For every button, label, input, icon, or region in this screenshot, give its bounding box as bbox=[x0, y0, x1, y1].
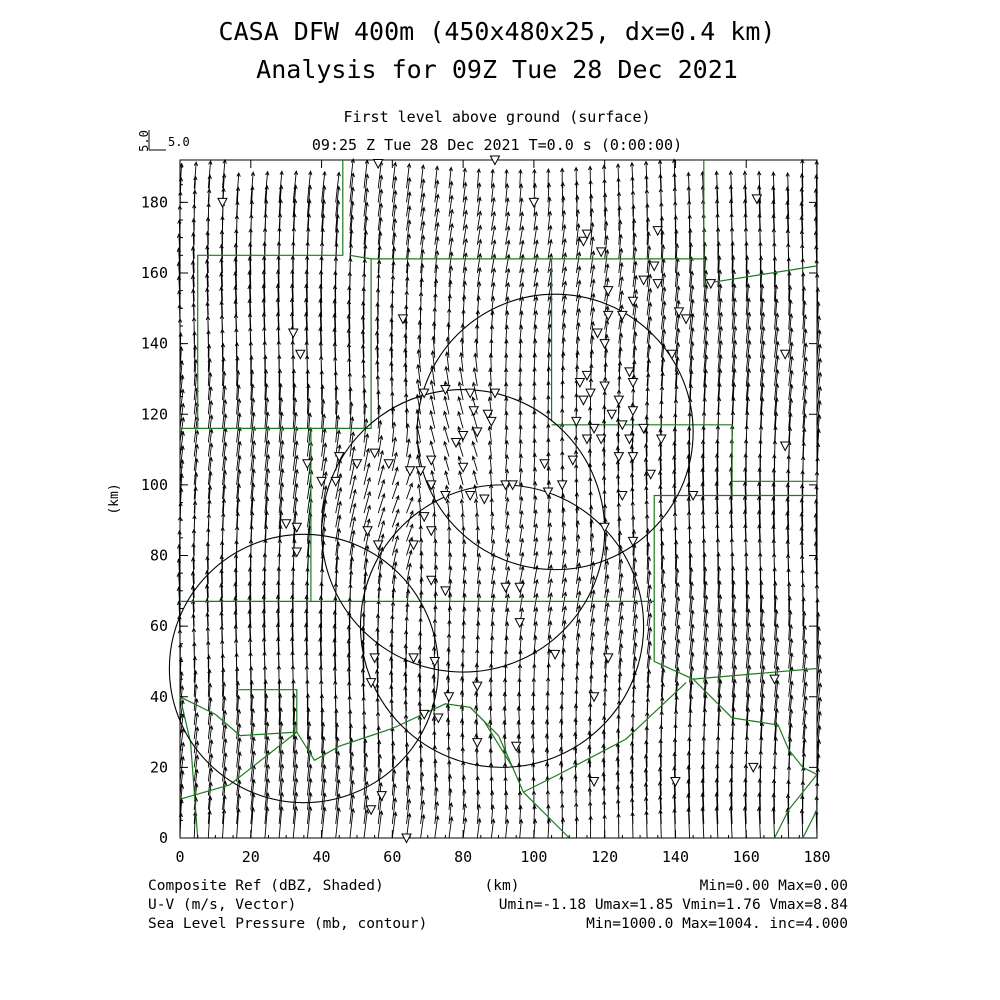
station-marker bbox=[600, 340, 609, 349]
x-tick-label: 160 bbox=[732, 848, 760, 866]
station-marker bbox=[480, 495, 489, 504]
station-marker bbox=[628, 378, 637, 387]
county-boundary bbox=[311, 259, 552, 429]
station-marker bbox=[628, 407, 637, 416]
y-tick-label: 80 bbox=[149, 546, 168, 565]
station-marker bbox=[614, 453, 623, 462]
x-tick-label: 60 bbox=[383, 848, 402, 866]
footer-field-reflectivity: Composite Ref (dBZ, Shaded) bbox=[148, 878, 384, 894]
level-label: First level above ground (surface) bbox=[343, 108, 651, 126]
station-marker bbox=[473, 682, 482, 691]
station-marker bbox=[473, 739, 482, 748]
y-axis-title: (km) bbox=[107, 483, 122, 515]
county-boundary bbox=[180, 683, 686, 793]
station-marker bbox=[409, 654, 418, 663]
y-tick-label: 180 bbox=[140, 193, 168, 212]
x-tick-label: 100 bbox=[520, 848, 548, 866]
footer-stats-reflectivity: Min=0.00 Max=0.00 bbox=[699, 878, 848, 894]
x-tick-label: 20 bbox=[241, 848, 260, 866]
footer-field-wind: U-V (m/s, Vector) bbox=[148, 897, 297, 913]
station-marker bbox=[441, 587, 450, 596]
station-marker bbox=[420, 513, 429, 522]
valid-time-label: 09:25 Z Tue 28 Dec 2021 T=0.0 s (0:00:00) bbox=[311, 136, 683, 154]
county-boundary bbox=[350, 255, 371, 259]
plot-area bbox=[141, 156, 831, 866]
station-marker bbox=[434, 714, 443, 723]
radar-range-ring bbox=[169, 534, 438, 802]
radar-range-ring bbox=[360, 485, 643, 768]
station-marker bbox=[501, 583, 510, 592]
station-marker bbox=[409, 541, 418, 550]
station-marker bbox=[682, 315, 691, 324]
reference-vector-label: 5.0 bbox=[168, 135, 190, 149]
station-marker bbox=[444, 693, 453, 702]
station-marker bbox=[292, 523, 301, 532]
y-tick-label: 40 bbox=[149, 687, 168, 706]
station-marker bbox=[296, 350, 305, 359]
station-marker bbox=[590, 424, 599, 433]
station-marker bbox=[607, 410, 616, 419]
station-marker bbox=[490, 389, 499, 398]
y-tick-label: 140 bbox=[140, 334, 168, 353]
station-marker bbox=[466, 491, 475, 500]
station-marker bbox=[427, 527, 436, 536]
station-marker bbox=[540, 460, 549, 469]
station-marker bbox=[628, 453, 637, 462]
station-marker bbox=[628, 537, 637, 546]
station-marker bbox=[650, 262, 659, 271]
x-tick-label: 40 bbox=[312, 848, 331, 866]
station-marker bbox=[579, 396, 588, 405]
station-marker bbox=[600, 382, 609, 391]
y-tick-label: 120 bbox=[140, 405, 168, 424]
station-marker bbox=[558, 481, 567, 490]
county-boundary bbox=[775, 774, 818, 838]
county-boundaries bbox=[180, 160, 817, 838]
footer-stats-pressure: Min=1000.0 Max=1004. inc=4.000 bbox=[586, 916, 848, 932]
station-marker bbox=[781, 442, 790, 451]
y-tick-label: 160 bbox=[140, 264, 168, 282]
station-marker bbox=[427, 456, 436, 465]
station-marker bbox=[551, 650, 560, 659]
station-marker bbox=[282, 520, 291, 529]
station-marker bbox=[406, 467, 415, 476]
station-marker bbox=[614, 396, 623, 405]
county-boundary bbox=[180, 160, 343, 428]
station-marker bbox=[625, 368, 634, 377]
station-marker bbox=[363, 527, 372, 536]
station-marker bbox=[597, 248, 606, 257]
x-axis-title: (km) bbox=[484, 878, 520, 894]
reference-vector-key bbox=[137, 130, 190, 152]
station-marker bbox=[466, 389, 475, 398]
x-tick-label: 140 bbox=[661, 848, 689, 866]
x-tick-label: 180 bbox=[803, 848, 831, 866]
station-marker bbox=[218, 198, 227, 207]
station-marker bbox=[487, 417, 496, 426]
station-marker bbox=[289, 329, 298, 338]
station-marker bbox=[618, 311, 627, 320]
y-tick-label: 20 bbox=[149, 758, 168, 777]
station-marker bbox=[593, 329, 602, 338]
station-marker bbox=[671, 778, 680, 787]
x-tick-label: 120 bbox=[591, 848, 619, 866]
station-marker bbox=[367, 806, 376, 815]
county-boundary bbox=[803, 810, 817, 838]
station-marker bbox=[590, 778, 599, 787]
station-marker bbox=[529, 198, 538, 207]
county-boundary bbox=[693, 679, 817, 774]
x-tick-label: 80 bbox=[454, 848, 473, 866]
station-marker bbox=[384, 460, 393, 469]
station-marker bbox=[749, 763, 758, 772]
station-marker bbox=[377, 792, 386, 801]
county-boundary bbox=[180, 496, 732, 602]
station-marker bbox=[657, 435, 666, 444]
station-marker bbox=[604, 311, 613, 320]
county-boundary bbox=[552, 160, 704, 259]
station-marker bbox=[604, 287, 613, 296]
reference-vector-rotated-label: 5.0 bbox=[137, 130, 151, 152]
axes bbox=[141, 160, 831, 866]
station-marker bbox=[370, 449, 379, 458]
station-marker bbox=[544, 488, 553, 497]
station-marker bbox=[600, 523, 609, 532]
station-marker bbox=[515, 583, 524, 592]
radar-range-rings bbox=[169, 294, 693, 803]
footer-field-pressure: Sea Level Pressure (mb, contour) bbox=[148, 916, 428, 932]
y-tick-label: 100 bbox=[140, 475, 168, 494]
footer-stats-wind: Umin=-1.18 Umax=1.85 Vmin=1.76 Vmax=8.84 bbox=[498, 897, 848, 913]
y-tick-label: 60 bbox=[149, 617, 168, 636]
figure-title: CASA DFW 400m (450x480x25, dx=0.4 km) bbox=[218, 17, 776, 46]
y-tick-label: 0 bbox=[158, 829, 168, 847]
station-marker bbox=[459, 463, 468, 472]
figure-subtitle: Analysis for 09Z Tue 28 Dec 2021 bbox=[256, 55, 738, 84]
station-marker bbox=[639, 276, 648, 285]
x-tick-label: 0 bbox=[175, 848, 185, 866]
